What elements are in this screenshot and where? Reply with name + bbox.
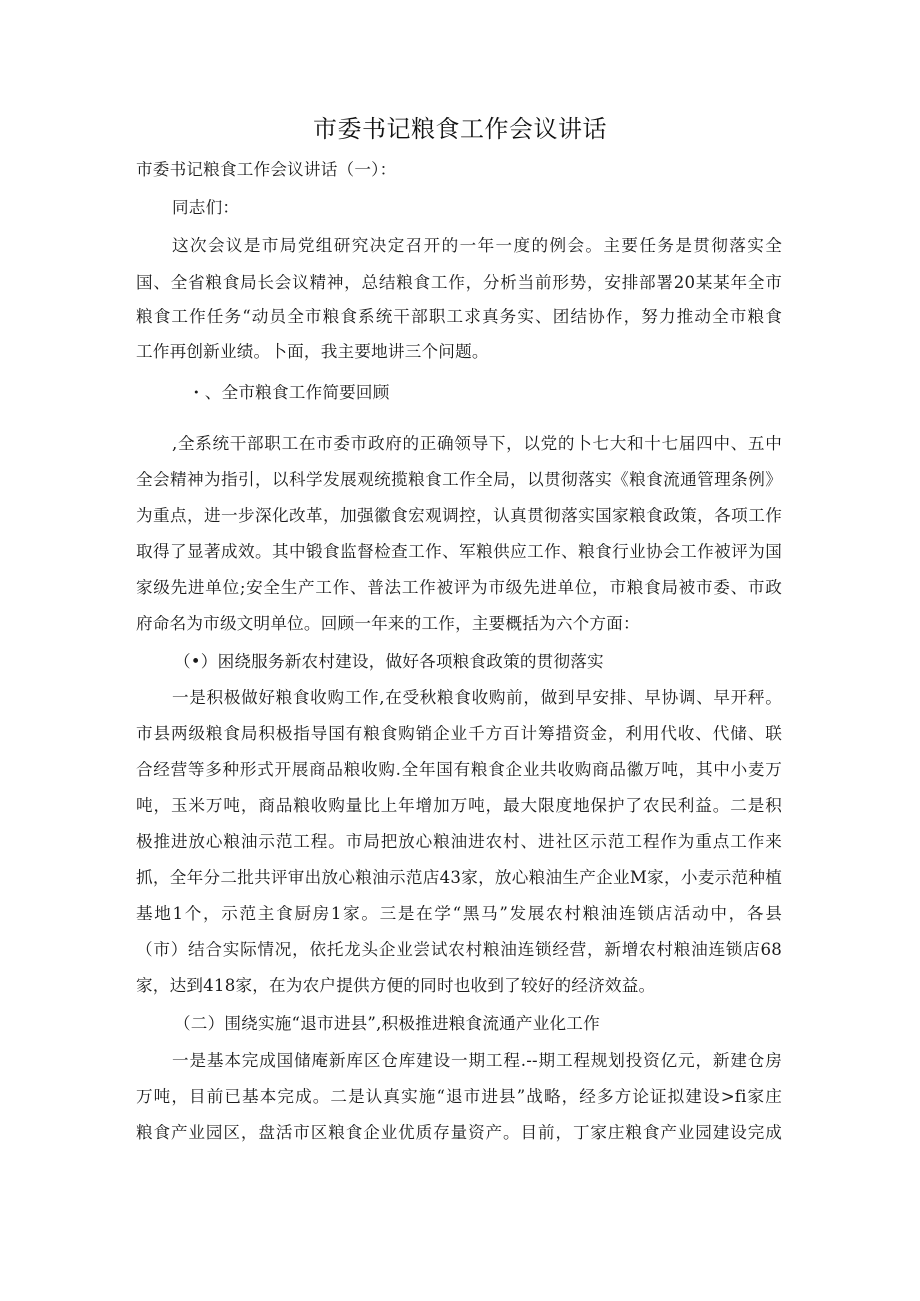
- paragraph-line: 为重点，进一步深化改革，加强徽食宏观调控，认真贯彻落实国家粮食政策，各项工作: [136, 506, 782, 525]
- paragraph-line: 家，达到418家，在为农户提供方便的同时也收到了较好的经济效益。: [136, 976, 656, 995]
- paragraph-line: 这次会议是市局党组研究决定召开的一年一度的例会。主要任务是贯彻落实全: [172, 236, 782, 255]
- paragraph-line: 吨，玉米万吨，商品粮收购量比上年增加万吨，最大限度地保护了农民利益。二是积: [136, 796, 782, 815]
- paragraph-line: 国、全省粮食局长会议精神，总结粮食工作，分析当前形势，安排部署20某某年全市: [136, 273, 782, 292]
- paragraph-line: 一是基本完成国储庵新库区仓库建设一期工程.--期工程规划投资亿元，新建仓房: [172, 1051, 782, 1070]
- paragraph-line: 取得了显著成效。其中锻食监督检查工作、军粮供应工作、粮食行业协会工作被评为国: [136, 542, 782, 561]
- paragraph-line: 府命名为市级文明单位。回顾一年来的工作，主要概括为六个方面：: [136, 614, 640, 633]
- paragraph-line: 粮食产业园区，盘活市区粮食企业优质存量资产。目前，丁家庄粮食产业园建设完成: [136, 1123, 782, 1142]
- subsection-heading: （二）围绕实施“退市进县”,积极推进粮食流通产业化工作: [174, 1014, 600, 1033]
- paragraph-line: 家级先进单位;安全生产工作、普法工作被评为市级先进单位，市粮食局被市委、市政: [136, 578, 782, 597]
- paragraph-line: 工作再创新业绩。卜面，我主要地讲三个问题。: [136, 342, 489, 361]
- paragraph-line: ,全系统干部职工在市委市政府的正确领导下，以党的卜七大和十七届四中、五中: [172, 434, 782, 453]
- paragraph-line: 同志们：: [172, 198, 240, 217]
- paragraph-line: 极推进放心粮油示范工程。市局把放心粮油进农村、进社区示范工程作为重点工作来: [136, 832, 782, 851]
- paragraph-line: 粮食工作任务“动员全市粮食系统干部职工求真务实、团结协作，努力推动全市粮食: [136, 307, 782, 326]
- paragraph-line: 市委书记粮食工作会议讲话（一）：: [136, 160, 397, 179]
- subsection-heading: （•）困绕服务新农村建设，做好各项粮食政策的贯彻落实: [174, 652, 604, 671]
- paragraph-line: 合经营等多种形式开展商品粮收购.全年国有粮食企业共收购商品徽万吨，其中小麦万: [136, 760, 782, 779]
- document-title: 市委书记粮食工作会议讲话: [313, 115, 607, 143]
- section-heading: ・、全市粮食工作简要回顾: [188, 383, 390, 402]
- paragraph-line: 一是积极做好粮食收购工作,在受秋粮食收购前，做到早安排、早协调、早开秤。: [172, 688, 782, 707]
- paragraph-line: 抓，全年分二批共评审出放心粮油示范店43家，放心粮油生产企业M家，小麦示范种植: [136, 868, 782, 887]
- paragraph-line: 万吨，目前已基本完成。二是认真实施“退市进县”战略，经多方论证拟建设>fi家庄: [136, 1087, 782, 1106]
- paragraph-line: 市县两级粮食局积极指导国有粮食购销企业千方百计筹措资金，利用代收、代储、联: [136, 724, 782, 743]
- paragraph-line: 基地1个，示范主食厨房1家。三是在学“黑马”发展农村粮油连锁店活动中，各县: [136, 904, 782, 923]
- paragraph-line: 全会精神为指引，以科学发展观统揽粮食工作全局，以贯彻落实《粮食流通管理条例》: [136, 470, 782, 489]
- paragraph-line: （市）结合实际情况，依托龙头企业尝试农村粮油连锁经营，新增农村粮油连锁店68: [136, 940, 782, 959]
